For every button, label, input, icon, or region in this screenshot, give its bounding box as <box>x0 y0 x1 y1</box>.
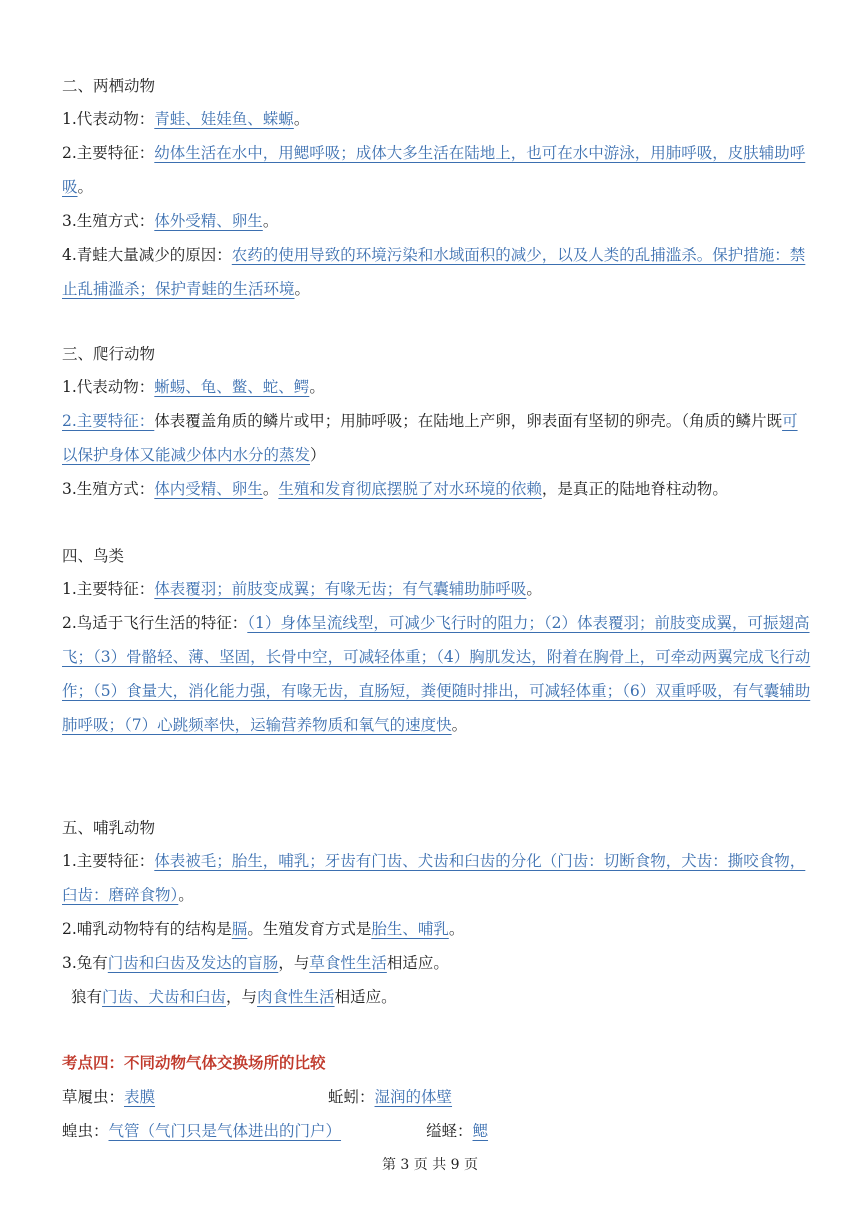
section-amphibians <box>62 76 812 306</box>
body-text: 2.哺乳动物特有的结构是 <box>62 920 232 938</box>
item-reproduction <box>62 204 812 238</box>
punct: 。 <box>451 716 468 734</box>
answer-text: （1）身体呈流线型，可减少飞行时的阻力；（2）体表覆羽；前肢变成翼，可振翅高飞；（3）骨骼轻、薄、坚固，长骨中空，可减轻体重；（4）胸肌发达，附着在胸骨上，可牵动两翼完成飞行动作；（5）食量大，消化能力强，有喙无齿，直肠短，粪便随时排出，可减轻体重；（6）双重呼吸，有气囊辅助肺呼吸；（7）心跳频率快，运输营养物质和氧气的速度快 <box>62 614 811 734</box>
punct: 。 <box>178 886 194 904</box>
punct: 。 <box>77 178 94 196</box>
answer-text: 表膜 <box>124 1088 156 1106</box>
item-features <box>62 844 812 912</box>
section-title: 五、哺乳动物 <box>62 819 156 837</box>
item-label: 1.主要特征： <box>62 852 155 870</box>
body-text: ，与 <box>226 988 258 1006</box>
item-wolf <box>62 980 812 1014</box>
answer-text: 鳃 <box>472 1122 489 1140</box>
item-representative <box>62 102 812 136</box>
punct: 。 <box>262 480 279 498</box>
answer-text: 体内受精、卵生 <box>154 480 263 498</box>
punct: 。 <box>293 110 310 128</box>
item-flight-adaptations <box>62 606 812 742</box>
answer-text: 门齿、犬齿和臼齿 <box>102 988 227 1006</box>
item-decline-reason <box>62 238 812 306</box>
punct: 。 <box>526 580 542 598</box>
body-text: 。生殖发育方式是 <box>247 920 372 938</box>
item-features <box>62 404 812 472</box>
punct: 。 <box>309 378 325 396</box>
body-text: ，是真正的陆地脊柱动物。 <box>541 480 728 498</box>
answer-text: 门齿和臼齿及发达的盲肠 <box>107 954 279 972</box>
body-text: 相适应。 <box>386 954 449 972</box>
item-features <box>62 572 812 606</box>
section-gas-exchange <box>62 1046 812 1148</box>
item-label: 2.鸟适于飞行生活的特征： <box>62 614 248 632</box>
item-features <box>62 136 812 204</box>
item-label: 4.青蛙大量减少的原因： <box>62 246 232 264</box>
answer-text: 幼体生活在水中，用鳃呼吸；成体大多生活在陆地上，也可在水中游泳，用肺呼吸，皮肤辅助呼吸 <box>62 144 806 196</box>
item-label: 2.主要特征： <box>62 412 155 430</box>
punct: ） <box>310 446 326 464</box>
item-reproduction <box>62 472 812 506</box>
answer-text: 体表覆羽；前肢变成翼；有喙无齿；有气囊辅助肺呼吸 <box>154 580 527 598</box>
item-unique-structure <box>62 912 812 946</box>
section-title: 二、两栖动物 <box>62 77 156 95</box>
item-representative <box>62 370 812 404</box>
section-mammals <box>62 818 812 1014</box>
answer-text: 生殖和发育彻底摆脱了对水环境的依赖 <box>278 480 542 498</box>
section-birds <box>62 546 812 742</box>
item-rabbit <box>62 946 812 980</box>
item-label: 1.主要特征： <box>62 580 155 598</box>
punct: 。 <box>262 212 279 230</box>
organism-label: 草履虫： <box>62 1088 125 1106</box>
answer-text: 草食性生活 <box>309 954 387 972</box>
item-label: 1.代表动物： <box>62 110 155 128</box>
punct: 。 <box>448 920 465 938</box>
gas-exchange-row-2 <box>62 1114 812 1148</box>
punct: 。 <box>294 280 311 298</box>
gas-exchange-row-1 <box>62 1080 812 1114</box>
answer-text: 可以保护身体又能减少体内水分的蒸发 <box>62 412 798 464</box>
organism-label: 蚯蚓： <box>328 1088 375 1106</box>
answer-text: 体外受精、卵生 <box>154 212 263 230</box>
section-title: 四、鸟类 <box>62 547 125 565</box>
answer-text: 肉食性生活 <box>257 988 335 1006</box>
organism-label: 蝗虫： <box>62 1122 109 1140</box>
section-reptiles <box>62 344 812 506</box>
body-text: 相适应。 <box>334 988 397 1006</box>
item-label: 2.主要特征： <box>62 144 155 162</box>
answer-text: 湿润的体壁 <box>374 1088 453 1106</box>
body-text: 体表覆盖角质的鳞片或甲；用肺呼吸；在陆地上产卵，卵表面有坚韧的卵壳。（角质的鳞片既 <box>154 412 783 430</box>
item-label: 1.代表动物： <box>62 378 155 396</box>
organism-label: 缢蛏： <box>426 1122 473 1140</box>
answer-text: 气管（气门只是气体进出的门户） <box>108 1122 342 1140</box>
kaodian-title: 考点四：不同动物气体交换场所的比较 <box>62 1053 326 1072</box>
answer-text: 膈 <box>231 920 248 938</box>
answer-text: 蜥蜴、龟、鳖、蛇、鳄 <box>154 378 310 396</box>
answer-text: 青蛙、娃娃鱼、蝾螈 <box>154 110 294 128</box>
answer-text: 农药的使用导致的环境污染和水域面积的减少，以及人类的乱捕滥杀。保护措施：禁止乱捕滥杀；保护青蛙的生活环境 <box>62 246 806 298</box>
answer-text: 胎生、哺乳 <box>371 920 449 938</box>
body-text: 狼有 <box>71 988 103 1006</box>
item-label: 3.生殖方式： <box>62 480 155 498</box>
body-text: 3.兔有 <box>62 954 108 972</box>
item-label: 3.生殖方式： <box>62 212 155 230</box>
section-title: 三、爬行动物 <box>62 345 156 363</box>
body-text: ，与 <box>278 954 310 972</box>
page-footer: 第 3 页 共 9 页 <box>381 1157 479 1173</box>
answer-text: 体表被毛；胎生，哺乳；牙齿有门齿、犬齿和臼齿的分化（门齿：切断食物，犬齿：撕咬食物，臼齿：磨碎食物） <box>62 852 806 904</box>
